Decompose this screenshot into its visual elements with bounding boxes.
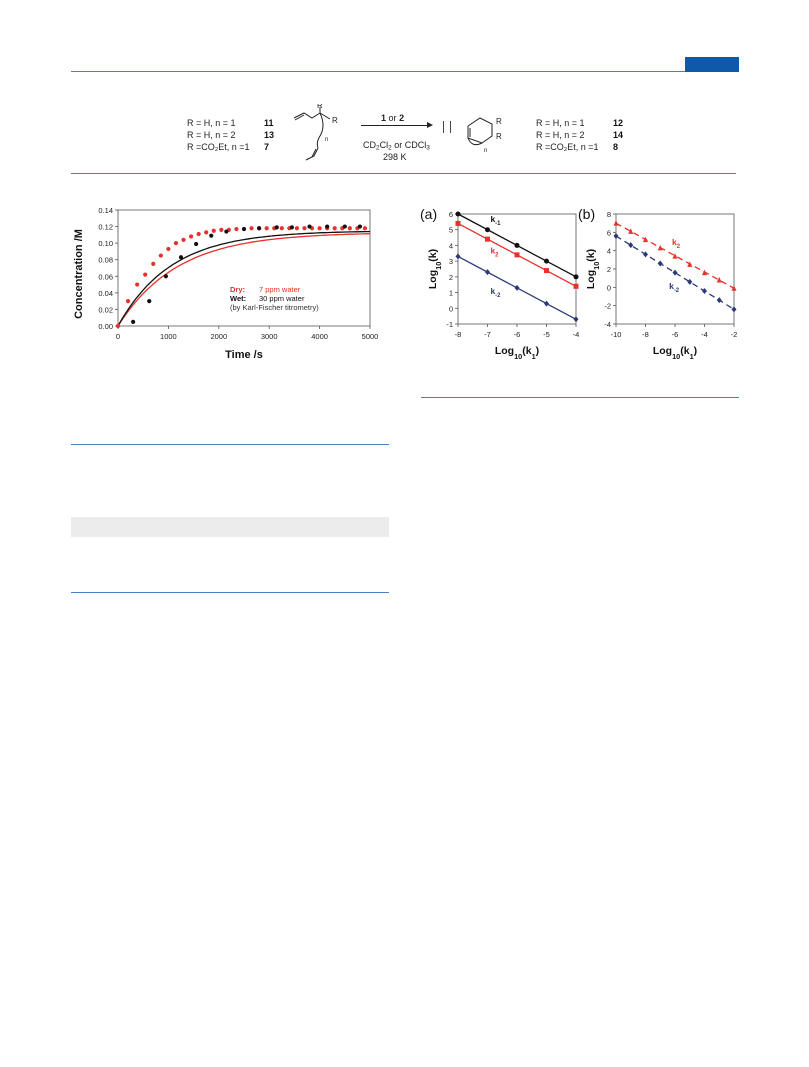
y-tick-label: -4 (604, 320, 611, 329)
data-point-dry (197, 232, 201, 236)
data-point-k2 (515, 252, 520, 257)
data-point-wet (194, 242, 198, 246)
right-compound-2: 14 (613, 130, 624, 140)
data-point-k-1 (485, 227, 490, 232)
cycloalkene-structure (458, 112, 516, 156)
data-point-k-1 (544, 259, 549, 264)
legend-note: (by Karl-Fischer titrometry) (230, 303, 319, 312)
data-point-dry (189, 234, 193, 238)
left-column-rule-2 (71, 592, 389, 593)
panel-label: (b) (578, 206, 596, 222)
y-axis-title: Log$_{10}$(k) (427, 248, 443, 290)
y-tick-label: 3 (448, 257, 453, 267)
data-point-dry (363, 226, 367, 230)
y-axis-title: Concentration /M (73, 229, 85, 319)
data-point-wet (358, 224, 362, 228)
x-tick-label: -4 (701, 330, 708, 339)
legend-key: Dry: (230, 285, 246, 294)
right-compound-3: 8 (613, 142, 619, 152)
y-tick-label: 8 (606, 210, 611, 219)
y-tick-label: 0 (448, 304, 453, 314)
data-point-dry (143, 273, 147, 277)
legend-value: 30 ppm water (259, 294, 305, 303)
data-point-k2 (544, 268, 549, 273)
scheme-rule (71, 173, 736, 174)
data-point-k-1 (456, 212, 461, 217)
data-point-dry (302, 226, 306, 230)
y-tick-label: 4 (606, 246, 611, 256)
plot-frame (458, 214, 576, 324)
data-point-k2 (456, 221, 461, 226)
data-point-wet (307, 224, 311, 228)
data-point-wet (179, 255, 183, 259)
x-axis-title: $Log_{10}(k_1)$ (652, 345, 698, 361)
y-tick-label: 1 (448, 288, 453, 298)
y-tick-label: 5 (448, 225, 453, 235)
data-point-k-2 (687, 279, 692, 285)
product-atom-r-2: R (496, 132, 502, 141)
data-point-dry (181, 238, 185, 242)
y-tick-label: 6 (448, 210, 453, 219)
table-header-band (71, 517, 389, 537)
data-point-dry (204, 230, 208, 234)
x-tick-label: 5000 (361, 332, 379, 341)
left-compound-1: 11 (264, 118, 274, 128)
panel-label: (a) (420, 206, 438, 222)
data-point-wet (131, 320, 135, 324)
atom-r-side: R (332, 116, 338, 125)
left-compound-3: 7 (264, 142, 270, 152)
product-atom-n: n (484, 148, 488, 154)
y-tick-label: 2 (606, 265, 611, 274)
solvent-label: $CD_2Cl_2$ or CDCl$_3$ (363, 140, 430, 152)
reaction-arrow (361, 125, 431, 126)
data-point-dry (348, 226, 352, 230)
arrow-head (427, 122, 433, 128)
y-tick-label: 4 (448, 241, 453, 251)
data-point-k-2 (643, 251, 648, 257)
temperature-label: 298 K (383, 152, 407, 162)
y-axis-title: Log$_{10}$(k) (585, 248, 601, 290)
concentration-chart (70, 200, 390, 370)
data-point-k-2 (658, 261, 663, 267)
atom-r-top: R (317, 104, 323, 110)
data-point-k-2 (515, 285, 520, 291)
series-label-k-2: $k_{-2}$ (669, 281, 680, 295)
data-point-k-2 (732, 306, 737, 312)
catalyst-label: 1 or 2 (381, 113, 405, 123)
legend-value: 7 ppm water (259, 285, 301, 294)
x-tick-label: -2 (730, 330, 738, 339)
right-compound-1: 12 (613, 118, 624, 128)
x-tick-label: -6 (513, 330, 521, 339)
log-k-chart-a (418, 200, 588, 370)
data-point-k-2 (673, 270, 678, 276)
x-axis-title: Time /s (225, 349, 263, 361)
data-point-wet (343, 224, 347, 228)
data-point-dry (212, 229, 216, 233)
data-point-k-1 (515, 243, 520, 248)
data-point-k-2 (485, 269, 490, 275)
x-tick-label: -5 (543, 330, 550, 339)
right-condition-2: R = H, n = 2 (536, 130, 585, 140)
left-condition-2: R = H, n = 2 (187, 130, 236, 140)
y-tick-label: 0.12 (98, 222, 113, 232)
data-point-wet (325, 224, 329, 228)
series-label-k2: $k_2$ (490, 245, 499, 259)
y-tick-label: 0.02 (98, 305, 113, 315)
left-condition-3: R =CO₂Et, n =1 (187, 142, 250, 152)
y-tick-label: 0.06 (98, 272, 113, 282)
left-compound-2: 13 (264, 130, 275, 140)
data-point-dry (126, 299, 130, 303)
data-point-k-2 (456, 253, 461, 259)
right-condition-3: R =CO₂Et, n =1 (536, 142, 599, 152)
x-tick-label: -10 (610, 330, 622, 339)
x-tick-label: -6 (671, 330, 679, 339)
data-point-k-2 (628, 242, 633, 248)
y-tick-label: -2 (604, 301, 611, 311)
data-point-k2 (628, 228, 633, 234)
x-axis-title: $Log_{10}(k_1)$ (494, 345, 540, 361)
plot-frame (616, 214, 734, 324)
data-point-dry (166, 247, 170, 251)
x-tick-label: -8 (642, 330, 649, 339)
data-point-wet (209, 234, 213, 238)
right-column-rule (421, 397, 739, 398)
x-tick-label: -8 (454, 330, 462, 339)
data-point-k2 (485, 237, 490, 242)
log-k-chart-b (576, 200, 746, 370)
data-point-dry (174, 241, 178, 245)
y-tick-label: 2 (448, 272, 453, 282)
data-point-k2 (658, 245, 663, 251)
y-tick-label: 0.08 (98, 255, 113, 265)
series-label-k2: $k_2$ (672, 237, 681, 251)
data-point-dry (265, 226, 269, 230)
x-tick-label: 4000 (311, 332, 328, 341)
data-point-dry (280, 226, 284, 230)
data-point-dry (135, 282, 139, 286)
x-tick-label: 1000 (160, 332, 177, 341)
data-point-wet (290, 225, 294, 229)
data-point-dry (295, 226, 299, 230)
data-point-wet (224, 229, 228, 233)
data-point-k-2 (614, 233, 619, 239)
header-tab-block (685, 57, 739, 72)
data-point-dry (318, 226, 322, 230)
data-point-dry (333, 226, 337, 230)
data-point-wet (147, 299, 151, 303)
data-point-dry (159, 253, 163, 257)
data-point-dry (116, 324, 120, 328)
data-point-wet (275, 225, 279, 229)
data-point-dry (234, 227, 238, 231)
data-point-k-2 (544, 301, 549, 307)
data-point-wet (257, 226, 261, 230)
data-point-k-2 (717, 297, 722, 303)
ethylene-mark (443, 121, 451, 133)
data-point-wet (242, 227, 246, 231)
data-point-k2 (717, 277, 722, 283)
fit-curve-dry (118, 234, 370, 326)
data-point-dry (219, 228, 223, 232)
left-column-rule-1 (71, 444, 389, 445)
y-tick-label: 0 (606, 283, 611, 293)
series-label-k-1: $k_{-1}$ (490, 213, 501, 227)
data-point-dry (249, 226, 253, 230)
y-tick-label: -1 (446, 320, 453, 329)
y-tick-label: 0.00 (98, 322, 113, 331)
data-point-wet (164, 274, 168, 278)
legend-key: Wet: (230, 294, 247, 303)
data-point-k-2 (702, 288, 707, 294)
left-condition-1: R = H, n = 1 (187, 118, 236, 128)
x-tick-label: 3000 (260, 332, 278, 341)
y-tick-label: 0.14 (98, 206, 113, 215)
x-tick-label: -4 (572, 330, 580, 339)
y-tick-label: 6 (606, 228, 611, 238)
data-point-k2 (643, 237, 648, 243)
y-tick-label: 0.10 (98, 239, 113, 249)
data-point-k2 (614, 220, 619, 226)
data-point-dry (151, 262, 155, 266)
x-tick-label: -7 (484, 330, 491, 339)
product-atom-r-1: R (496, 117, 502, 126)
x-tick-label: 2000 (210, 332, 228, 341)
diene-structure (286, 104, 356, 166)
data-point-k2 (673, 253, 678, 258)
header-rule (71, 71, 736, 72)
y-tick-label: 0.04 (98, 288, 113, 298)
x-tick-label: 0 (115, 332, 121, 341)
right-condition-1: R = H, n = 1 (536, 118, 585, 128)
series-label-k-2: $k_{-2}$ (490, 286, 501, 300)
atom-n: n (325, 137, 329, 143)
